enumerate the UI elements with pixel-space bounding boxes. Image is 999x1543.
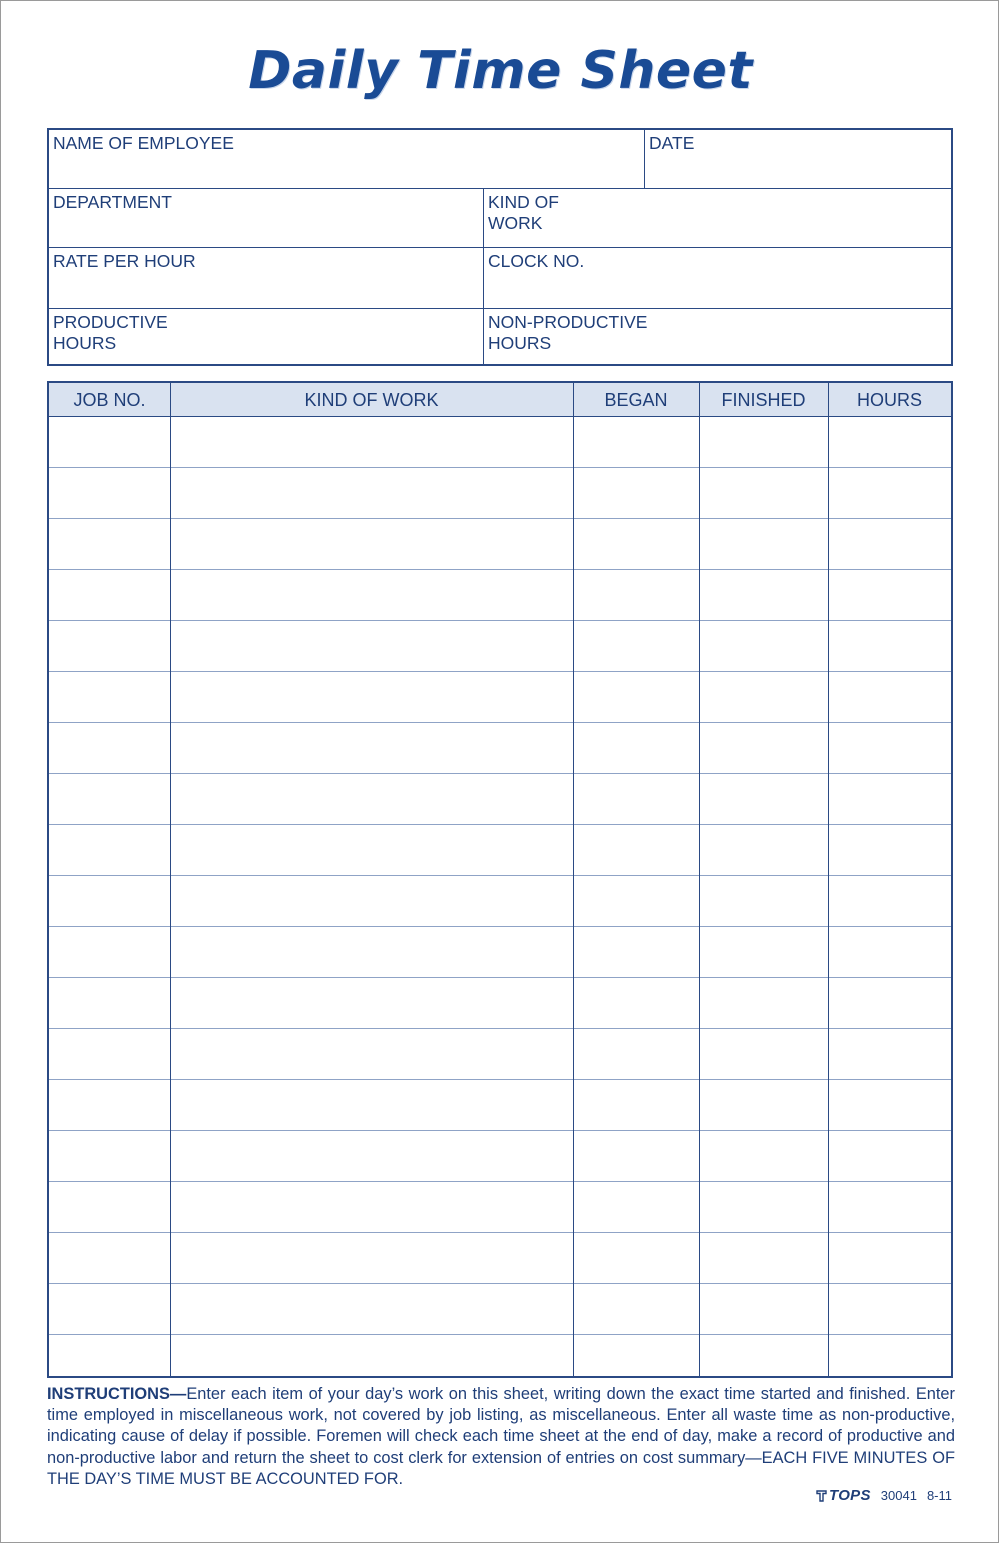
- brand-logo: [816, 1487, 871, 1504]
- productive-hours-field[interactable]: [49, 309, 483, 364]
- finished-cell[interactable]: [699, 519, 828, 569]
- job-no-cell[interactable]: [49, 519, 170, 569]
- info-row-hours: [49, 309, 951, 364]
- hours-cell[interactable]: [828, 825, 951, 875]
- began-cell[interactable]: [573, 621, 699, 671]
- kind-of-work-cell[interactable]: [170, 1335, 573, 1386]
- hours-cell[interactable]: [828, 927, 951, 977]
- kind-of-work-cell[interactable]: [170, 621, 573, 671]
- job-no-cell[interactable]: [49, 774, 170, 824]
- tops-logo-icon: [816, 1490, 827, 1502]
- began-cell[interactable]: [573, 723, 699, 773]
- table-row: [49, 927, 951, 978]
- finished-cell[interactable]: [699, 1284, 828, 1334]
- job-no-cell[interactable]: [49, 978, 170, 1028]
- job-no-cell[interactable]: [49, 621, 170, 671]
- instructions-text: [47, 1384, 955, 1490]
- hours-cell[interactable]: [828, 1335, 951, 1386]
- job-table: [47, 381, 953, 1378]
- finished-cell[interactable]: [699, 570, 828, 620]
- began-cell[interactable]: [573, 570, 699, 620]
- began-cell[interactable]: [573, 1233, 699, 1283]
- began-cell[interactable]: [573, 1029, 699, 1079]
- began-cell[interactable]: [573, 1131, 699, 1181]
- finished-cell[interactable]: [699, 468, 828, 518]
- hours-cell[interactable]: [828, 1131, 951, 1181]
- finished-cell[interactable]: [699, 1233, 828, 1283]
- finished-cell[interactable]: [699, 723, 828, 773]
- job-no-cell[interactable]: [49, 468, 170, 518]
- kind-of-work-cell[interactable]: [170, 417, 573, 467]
- kind-of-work-label: KIND OF WORK: [488, 192, 559, 233]
- began-cell[interactable]: [573, 1335, 699, 1386]
- date-label: DATE: [649, 133, 695, 153]
- date-field[interactable]: [644, 130, 951, 188]
- began-cell[interactable]: [573, 1182, 699, 1232]
- began-cell[interactable]: [573, 468, 699, 518]
- kind-of-work-cell[interactable]: [170, 825, 573, 875]
- info-row-rate: [49, 248, 951, 309]
- kind-of-work-cell[interactable]: [170, 876, 573, 926]
- hours-cell[interactable]: [828, 570, 951, 620]
- info-row-name: [49, 130, 951, 189]
- began-cell[interactable]: [573, 825, 699, 875]
- page-title: Daily Time Sheet: [248, 41, 753, 101]
- hours-cell[interactable]: [828, 1080, 951, 1130]
- table-row: [49, 825, 951, 876]
- hours-cell[interactable]: [828, 1284, 951, 1334]
- department-field[interactable]: [49, 189, 483, 247]
- finished-cell[interactable]: [699, 1131, 828, 1181]
- table-row: [49, 570, 951, 621]
- column-divider: [828, 383, 829, 1376]
- began-cell[interactable]: [573, 672, 699, 722]
- kind-of-work-cell[interactable]: [170, 570, 573, 620]
- job-no-cell[interactable]: [49, 927, 170, 977]
- finished-cell[interactable]: [699, 1335, 828, 1386]
- began-cell[interactable]: [573, 519, 699, 569]
- began-cell[interactable]: [573, 774, 699, 824]
- finished-cell[interactable]: [699, 1080, 828, 1130]
- table-row: [49, 672, 951, 723]
- hours-cell[interactable]: [828, 1233, 951, 1283]
- job-no-cell[interactable]: [49, 1284, 170, 1334]
- began-cell[interactable]: [573, 417, 699, 467]
- instructions-lead: INSTRUCTIONS—: [47, 1385, 187, 1403]
- kind-of-work-cell[interactable]: [170, 1080, 573, 1130]
- name-of-employee-label: NAME OF EMPLOYEE: [53, 133, 234, 153]
- job-no-cell[interactable]: [49, 723, 170, 773]
- form-number: 30041: [880, 1488, 917, 1503]
- instructions-body: Enter each item of your day’s work on this sheet, writing down the exact time started and finished. Enter time employed in miscellaneous work, not covered by job listing, as miscellaneous. Enter all waste time as non-productive, indicating cause of delay if possible. Foremen will check each time sheet at the end of day, make a record of productive and non-productive labor and return the sheet to cost clerk for extension of entries on cost summary—EACH FIVE MINUTES OF THE DAY’S TIME MUST BE ACCOUNTED FOR.: [47, 1385, 955, 1488]
- job-no-cell[interactable]: [49, 1080, 170, 1130]
- began-cell[interactable]: [573, 1284, 699, 1334]
- hours-cell[interactable]: [828, 774, 951, 824]
- job-no-cell[interactable]: [49, 825, 170, 875]
- kind-of-work-cell[interactable]: [170, 1284, 573, 1334]
- kind-of-work-cell[interactable]: [170, 672, 573, 722]
- hours-cell[interactable]: [828, 1182, 951, 1232]
- hours-cell[interactable]: [828, 672, 951, 722]
- kind-of-work-cell[interactable]: [170, 927, 573, 977]
- finished-cell[interactable]: [699, 825, 828, 875]
- job-no-cell[interactable]: [49, 876, 170, 926]
- column-divider: [699, 383, 700, 1376]
- hours-cell[interactable]: [828, 468, 951, 518]
- non-productive-hours-field[interactable]: [483, 309, 951, 364]
- job-no-cell[interactable]: [49, 417, 170, 467]
- column-divider: [573, 383, 574, 1376]
- table-row: [49, 876, 951, 927]
- rate-per-hour-field[interactable]: [49, 248, 483, 308]
- clock-no-label: CLOCK NO.: [488, 251, 585, 271]
- hours-cell[interactable]: [828, 723, 951, 773]
- kind-of-work-cell[interactable]: [170, 468, 573, 518]
- began-cell[interactable]: [573, 978, 699, 1028]
- finished-cell[interactable]: [699, 1182, 828, 1232]
- finished-cell[interactable]: [699, 672, 828, 722]
- job-no-cell[interactable]: [49, 1029, 170, 1079]
- table-row: [49, 1284, 951, 1335]
- job-no-cell[interactable]: [49, 1131, 170, 1181]
- non-productive-hours-label: NON-PRODUCTIVE HOURS: [488, 312, 648, 353]
- column-divider: [170, 383, 171, 1376]
- column-header-kind-of-work: KIND OF WORK: [304, 390, 439, 410]
- employee-info-box: [47, 128, 953, 366]
- job-no-cell[interactable]: [49, 1182, 170, 1232]
- column-header-hours: HOURS: [856, 390, 922, 410]
- form-revision: 8-11: [926, 1488, 952, 1503]
- finished-cell[interactable]: [699, 876, 828, 926]
- hours-cell[interactable]: [828, 417, 951, 467]
- kind-of-work-cell[interactable]: [170, 1029, 573, 1079]
- table-row: [49, 774, 951, 825]
- began-cell[interactable]: [573, 927, 699, 977]
- name-of-employee-field[interactable]: [49, 130, 644, 188]
- kind-of-work-cell[interactable]: [170, 1131, 573, 1181]
- table-row: [49, 1182, 951, 1233]
- table-row: [49, 1080, 951, 1131]
- rate-per-hour-label: RATE PER HOUR: [53, 251, 196, 271]
- column-header-job-no: JOB NO.: [73, 390, 146, 410]
- table-row: [49, 723, 951, 774]
- brand-name: TOPS: [829, 1487, 871, 1504]
- table-row: [49, 417, 951, 468]
- productive-hours-label: PRODUCTIVE HOURS: [53, 312, 168, 353]
- table-row: [49, 621, 951, 672]
- column-header-began: BEGAN: [604, 390, 668, 410]
- table-row: [49, 978, 951, 1029]
- hours-cell[interactable]: [828, 519, 951, 569]
- job-no-cell[interactable]: [49, 672, 170, 722]
- table-row: [49, 1335, 951, 1386]
- hours-cell[interactable]: [828, 876, 951, 926]
- table-row: [49, 1029, 951, 1080]
- kind-of-work-cell[interactable]: [170, 774, 573, 824]
- began-cell[interactable]: [573, 1080, 699, 1130]
- table-row: [49, 468, 951, 519]
- finished-cell[interactable]: [699, 927, 828, 977]
- finished-cell[interactable]: [699, 621, 828, 671]
- kind-of-work-cell[interactable]: [170, 1182, 573, 1232]
- column-header-finished: FINISHED: [721, 390, 806, 410]
- began-cell[interactable]: [573, 876, 699, 926]
- kind-of-work-cell[interactable]: [170, 978, 573, 1028]
- finished-cell[interactable]: [699, 978, 828, 1028]
- info-row-department: [49, 189, 951, 248]
- job-no-cell[interactable]: [49, 1233, 170, 1283]
- department-label: DEPARTMENT: [53, 192, 172, 212]
- job-no-cell[interactable]: [49, 1335, 170, 1386]
- kind-of-work-cell[interactable]: [170, 519, 573, 569]
- job-no-cell[interactable]: [49, 570, 170, 620]
- kind-of-work-cell[interactable]: [170, 723, 573, 773]
- finished-cell[interactable]: [699, 774, 828, 824]
- table-row: [49, 519, 951, 570]
- finished-cell[interactable]: [699, 1029, 828, 1079]
- table-row: [49, 1233, 951, 1284]
- form-footer: [816, 1487, 952, 1504]
- clock-no-field[interactable]: [483, 248, 951, 308]
- hours-cell[interactable]: [828, 978, 951, 1028]
- kind-of-work-cell[interactable]: [170, 1233, 573, 1283]
- job-table-header: [49, 383, 951, 417]
- hours-cell[interactable]: [828, 1029, 951, 1079]
- table-row: [49, 1131, 951, 1182]
- hours-cell[interactable]: [828, 621, 951, 671]
- kind-of-work-field[interactable]: [483, 189, 951, 247]
- finished-cell[interactable]: [699, 417, 828, 467]
